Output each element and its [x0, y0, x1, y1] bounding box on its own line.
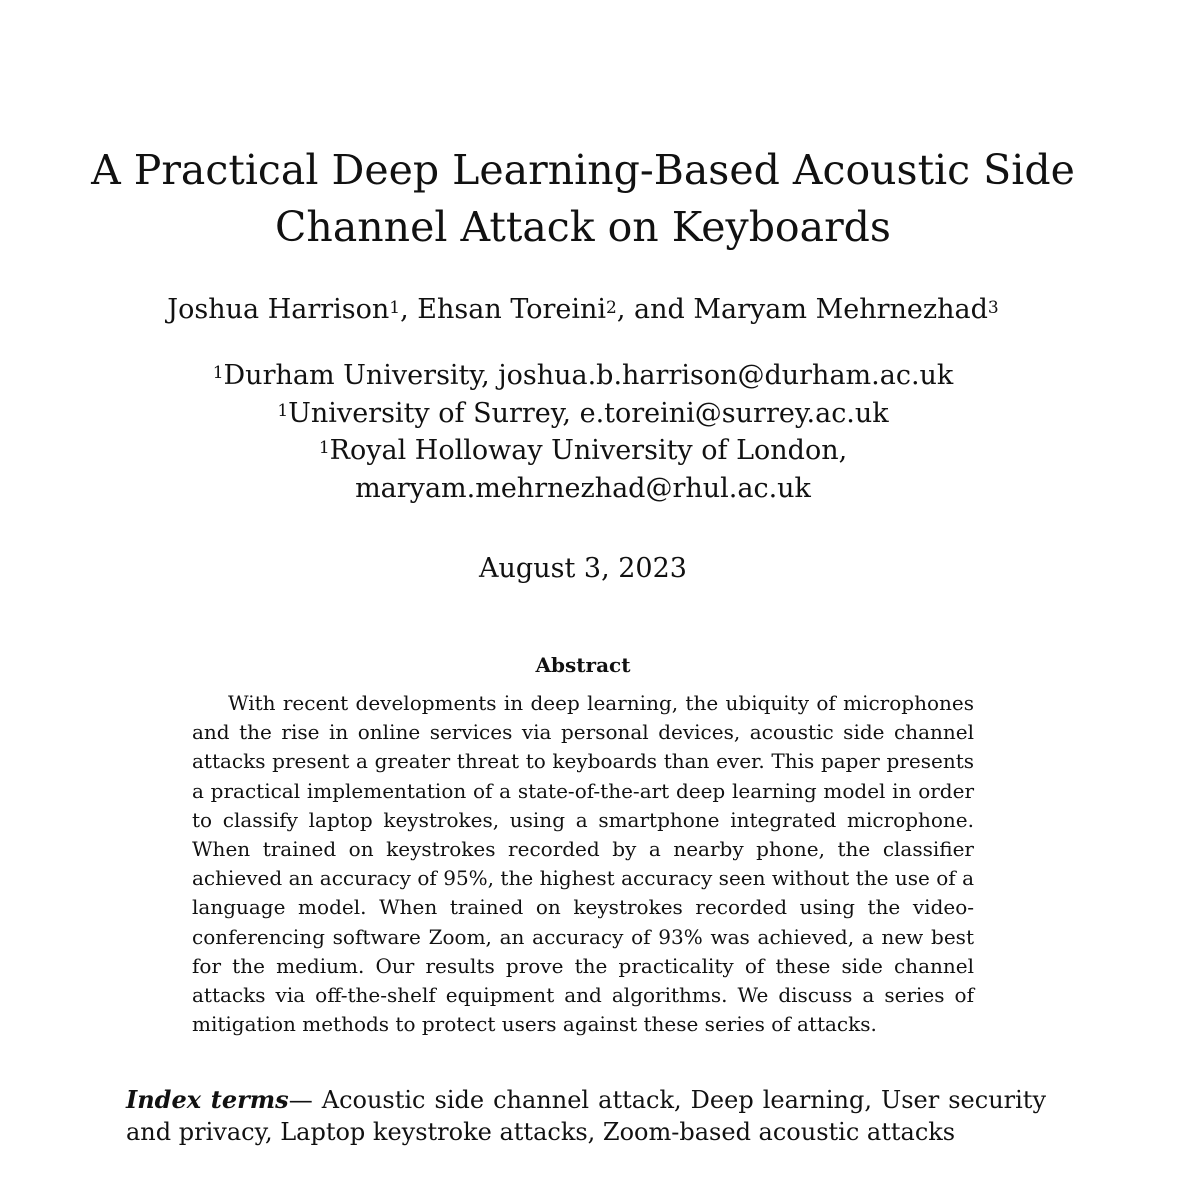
affiliation-text: University of Surrey, e.toreini@surrey.ac.uk — [288, 397, 889, 429]
affiliation-mark: 1 — [277, 400, 289, 421]
author-list — [0, 292, 1166, 328]
affiliation-line — [0, 432, 1166, 470]
author-separator: , — [400, 294, 418, 325]
paper-date: August 3, 2023 — [479, 553, 687, 584]
affiliation-line — [0, 470, 1166, 508]
index-terms — [126, 1084, 1046, 1148]
affiliation-mark: 1 — [212, 363, 224, 383]
author-affiliation-mark: 1 — [389, 298, 401, 318]
affiliation-list — [0, 357, 1166, 507]
index-terms-label: Index terms — [126, 1085, 289, 1114]
affiliation-line — [0, 357, 1166, 395]
author-affiliation-mark: 3 — [987, 298, 999, 318]
affiliation-text: Durham University, joshua.b.harrison@durham.ac.uk — [223, 360, 954, 391]
affiliation-mark: 1 — [318, 438, 330, 458]
index-terms-list: Acoustic side channel attack, Deep learning, User security and privacy, Laptop keystroke attacks, Zoom-based acoustic attacks — [126, 1086, 1046, 1146]
index-terms-separator: — — [288, 1086, 322, 1114]
affiliation-line — [0, 395, 1166, 433]
author-separator: , and — [616, 294, 694, 325]
author-name: Ehsan Toreini — [417, 294, 607, 325]
affiliation-text: Royal Holloway University of London, — [329, 435, 848, 466]
paper-title: A Practical Deep Learning-Based Acoustic Side Channel Attack on Keyboards — [91, 146, 1075, 251]
affiliation-text: maryam.mehrnezhad@rhul.ac.uk — [355, 472, 811, 504]
author-name: Maryam Mehrnezhad — [693, 294, 988, 325]
abstract-heading: Abstract — [535, 653, 631, 677]
author-name: Joshua Harrison — [167, 294, 390, 325]
abstract-text: With recent developments in deep learning, the ubiquity of microphones and the rise in online services via personal devices, acoustic side channel attacks present a greater threat to keyboards than ever. This paper presents a practical implementation of a state-of-the-art deep learning model in order to classify laptop keystrokes, using a smartphone integrated microphone. When trained on keystrokes recorded by a nearby phone, the classifier achieved an accuracy of 95%, the highest accuracy seen without the use of a language model. When trained on keystrokes recorded using the video-conferencing software Zoom, an accuracy of 93% was achieved, a new best for the medium. Our results prove the practicality of these side channel attacks via off-the-shelf equipment and algorithms. We discuss a series of mitigation methods to protect users against these series of attacks. — [192, 691, 974, 1037]
author-affiliation-mark: 2 — [606, 298, 617, 318]
